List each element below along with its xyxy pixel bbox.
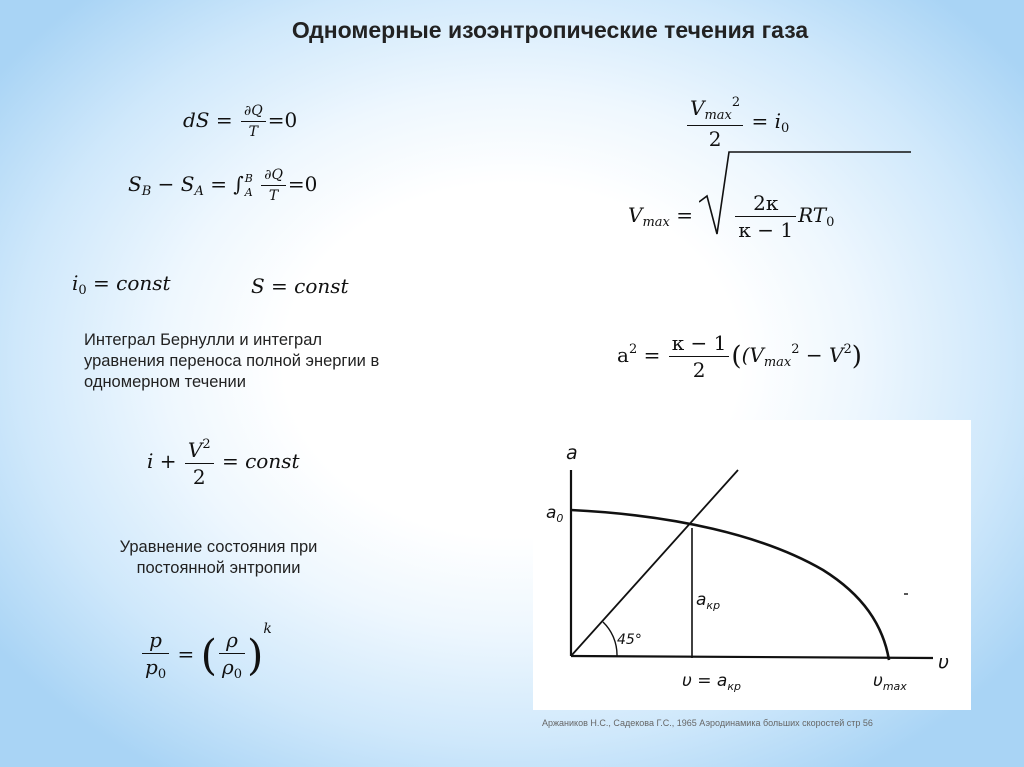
x-axis — [571, 656, 933, 658]
isentropic-relation: $\frac{p}{p_0}$ = ( $\frac{\rho}{\rho_0}$ )$^k$ — [140, 622, 272, 681]
sound-speed-velocity-diagram — [533, 420, 971, 710]
square-root-radical: $\frac{2к}{к - 1}$ $RT_0$ — [699, 193, 834, 240]
a0-label: $a_0$ — [546, 503, 564, 525]
stagnation-enthalpy-constant: $i_0$ = const — [72, 271, 171, 298]
source-citation: Аржаников Н.С., Садекова Г.С., 1965 Аэродинамика больших скоростей стр 56 — [542, 718, 873, 728]
bernoulli-equation: i + $\frac{V^2}{2}$ = const — [147, 437, 300, 489]
vmax-label: $\upsilon_{max}$ — [873, 671, 907, 693]
max-velocity-energy-equation: $\frac{V_{max}^2}{2}$ = $i_0$ — [685, 96, 789, 149]
entropy-constant: S = const — [251, 274, 349, 298]
slide-title: Одномерные изоэнтропические течения газа — [291, 17, 809, 43]
angle-label: 45° — [617, 632, 642, 648]
radical-sign-icon — [699, 150, 913, 236]
entropy-integral-equation: $S_B - S_A$ = ∫ B A $\frac{\partial Q}{T}$ =0 — [128, 167, 318, 204]
critical-velocity-label: $\upsilon = a_{кр}$ — [682, 671, 741, 693]
akr-label: $a_{кр}$ — [696, 590, 721, 612]
angle-arc — [603, 622, 617, 656]
bernoulli-caption: Интеграл Бернулли и интеграл уравнения переноса полной энергии в одномерном течении — [84, 331, 380, 391]
entropy-differential-equation: dS = $\frac{\partial Q}{T}$ =0 — [183, 103, 298, 140]
entropy-state-caption: Уравнение состояния при постоянной энтропии — [119, 538, 318, 577]
x-axis-label: υ — [938, 651, 949, 673]
diagonal-45-line — [571, 470, 738, 656]
max-velocity-equation: $V_{max}$ = $\frac{2к}{к - 1}$ $RT_0$ — [628, 193, 834, 240]
speed-of-sound-equation: $a^2$ = $\frac{к - 1}{2}$ ($(V_{max}^2 - V^2)$ — [617, 331, 862, 382]
y-axis-label: a — [566, 442, 578, 464]
